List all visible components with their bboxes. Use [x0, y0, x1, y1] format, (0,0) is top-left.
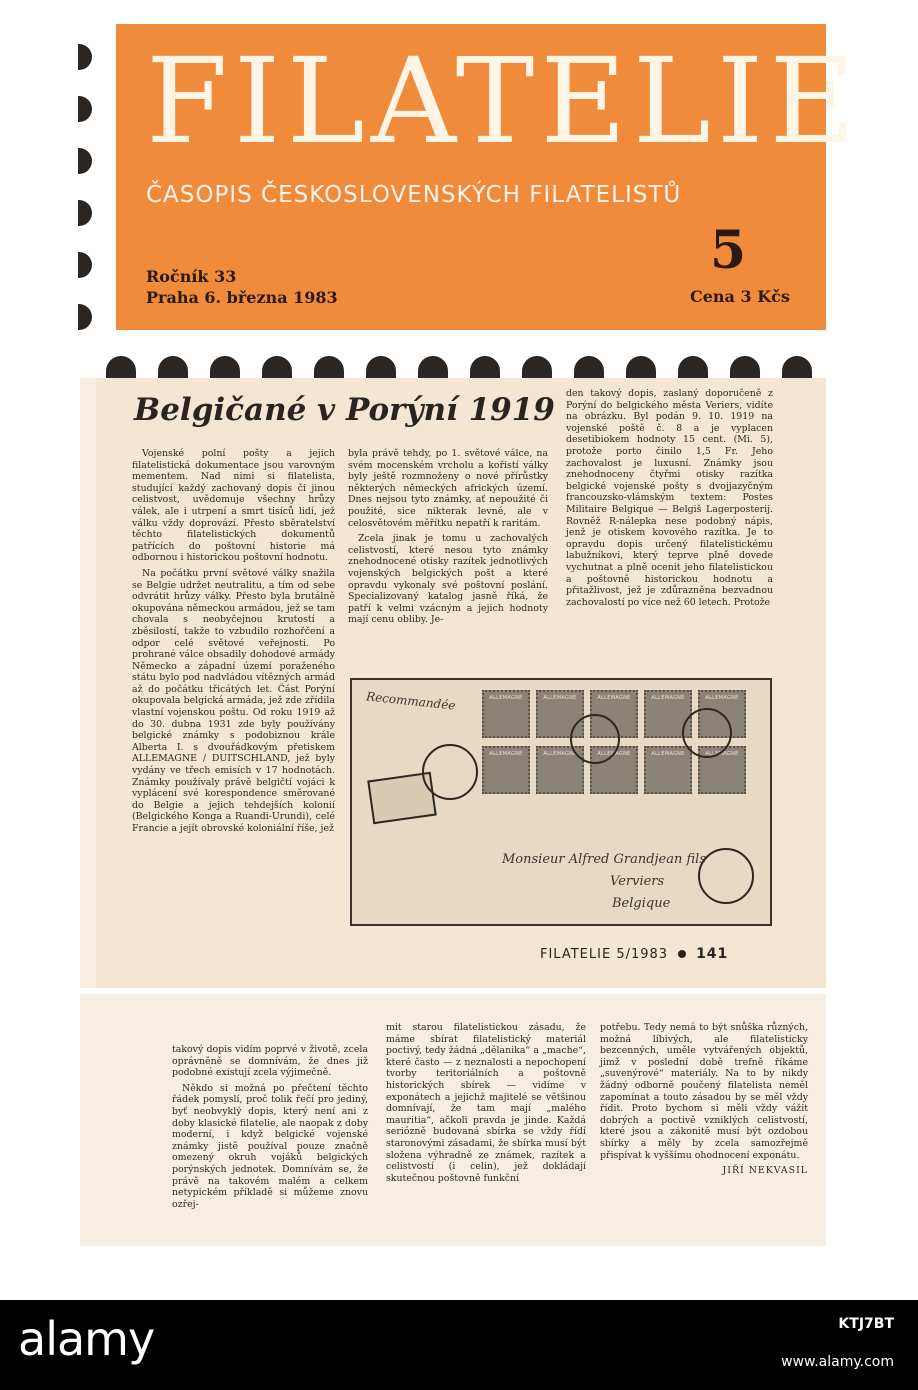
issue-info	[146, 266, 338, 308]
volume: Ročník 33	[146, 267, 237, 286]
price: Cena 3 Kčs	[690, 287, 790, 306]
folio-journal: FILATELIE 5/1983	[540, 947, 669, 962]
perforation-bottom	[92, 350, 828, 378]
recommande-handwriting: Recommandée	[365, 689, 457, 713]
postmark	[422, 744, 478, 800]
issue-date: Praha 6. března 1983	[146, 288, 338, 307]
paragraph: takový dopis vidím poprvé v životě, zcela oprávněně se domnívám, že dnes již podobné existují zcela výjimečně.	[172, 1044, 368, 1079]
continuation-page	[80, 994, 826, 1246]
magazine-title: FILATELIE	[146, 32, 862, 170]
postmark	[698, 848, 754, 904]
magazine-subtitle: ČASOPIS ČESKOSLOVENSKÝCH FILATELISTŮ	[146, 182, 682, 208]
issue-number: 5	[710, 220, 747, 281]
article-column-3	[566, 388, 773, 612]
address-line: Monsieur Alfred Grandjean fils	[502, 852, 706, 867]
article-column-2	[348, 448, 548, 630]
article-page	[96, 378, 826, 988]
continuation-column-3	[600, 1022, 808, 1177]
watermark-url: www.alamy.com	[781, 1354, 894, 1370]
paragraph: potřebu. Tedy nemá to být snůška různých, možná líbivých, ale filatelisticky bezcenných, uměle vytvářených objektů, jimž v poslední době trefně říkáme „suvenýrové“ materiály. Na to by nikdy žádný odborně poučený filatelista neměl zapomínat a touto zásadou by se měl vždy řídit. Proto bychom si měli vždy vážit dobrých a poctivě vzniklých celistvostí, které jsou a zákonitě musí být ozdobou sbírky a měly by zcela samozřejmě přispívat k vyššímu ohodnocení exponátu.	[600, 1022, 808, 1161]
perforation-left	[78, 22, 92, 352]
continuation-column-2	[386, 1022, 586, 1188]
postmark	[570, 714, 620, 764]
paragraph: Zcela jinak je tomu u zachovalých celistvostí, které nesou tyto známky znehodnocené otisky razítek jednotlivých vojenských belgických pošt a které opravdu vykonaly své poštovní poslání. Specializovaný katalog jasně říká, že patří k velmi vzácným a jejich hodnoty mají cenu obliby. Je-	[348, 533, 548, 626]
paragraph: den takový dopis, zaslaný doporučeně z Porýní do belgického města Veriers, vidíte na obrázku. Byl podán 9. 10. 1919 na vojenské poště č. 8 a je vyplacen desetibiokem hodnoty 15 cent. (Mi. 5), protože porto činilo 1,5 Fr. Jeho zachovalost je luxusní. Známky jsou znehodnoceny čtyřmi otisky razítka belgické vojenské pošty s dvojjazyčným francouzsko-vlámským textem: Postes Militaire Belgique — Belgiš Lagerposterij. Rovněž R-nálepka nese podobný nápis, jenž je otiskem kovového razítka. Je to opravdu dopis určený filatelistickému labužníkovi, který teprve plně dovede vychutnat a plně ocenit jeho filatelistickou a poštovně historickou hodnotu a přitažlivost, jež je zdůrazněna bezvadnou zachovalostí po více než 60 letech. Protože	[566, 388, 773, 608]
postmark	[682, 708, 732, 758]
page-edge	[80, 378, 96, 988]
paragraph: Vojenské polní pošty a jejich filatelistická dokumentace jsou varovným mementem. Nad nimi si filatelista, studující každý zachovaný dopis či jinou celistvost, uvědomuje všechny hrůzy válek, ale i utrpení a smrt tisíců lidí, jež válku vždy doprovází. Přesto sběratelství těchto filatelistických dokumentů patřících do poštovní historie má odbornou i historickou poštovní hodnotu.	[132, 448, 335, 564]
paragraph: Někdo si možná po přečtení těchto řádek pomyslí, proč tolik řečí pro jediný, byť neobvyklý dopis, který není ani z doby klasické filatelie, ale naopak z doby moderní, i když belgické vojenské známky jistě používal pouze značně omezený okruh vojáků belgických porýnských jednotek. Domnívám se, že právě na takovém malém a celkem netypickém příkladě si můžeme znovu ozřej-	[172, 1082, 368, 1210]
paragraph: mit starou filatelistickou zásadu, že máme sbírat filatelistický materiál poctivý, tedy žádná „dělanika“ a „mache“, které často — z neznalosti a nepochopení tvorby teritoriálních a poštovně historických sbírek — vidíme v exponátech a jejichž majitelé se většinou domnívají, že tam mají „malého mauritia“, ačkoli pravda je jinde. Každá seriózně budovaná sbírka se vždy řídí staronovými zásadami, že sbírka musí být složena výhradně ze známek, razítek a celistvostí (i celin), jež dokládají skutečnou poštovně funkční	[386, 1022, 586, 1184]
masthead	[116, 24, 862, 330]
article-headline: Belgičané v Porýní 1919	[134, 392, 555, 428]
watermark-bar	[0, 1300, 918, 1390]
stamp-block: ALLEMAGNE ALLEMAGNE ALLEMAGNE ALLEMAGNE ALLEMAGNE ALLEMAGNE ALLEMAGNE ALLEMAGNE ALLEMAGNE ALLEMAGNE	[482, 690, 754, 798]
page-folio	[540, 946, 728, 962]
author-signature: JIŘÍ NEKVASIL	[722, 1165, 808, 1177]
page-number: 141	[696, 946, 729, 962]
registered-envelope-photo	[350, 678, 772, 926]
alamy-logo: alamy	[18, 1312, 155, 1366]
address-line: Belgique	[612, 896, 671, 911]
image-id: KTJ7BT	[838, 1316, 894, 1332]
paragraph: Na počátku první světové války snažila se Belgie udržet neutralitu, a tím od sebe odvrátit hrůzy války. Přesto byla brutálně okupována německou armádou, jež se tam chovala s neobyčejnou krutostí a zběsilostí, takže to vzbudilo rozhořčení a odpor celé světové veřejnosti. Po prohrané válce obsadily dohodové armády Německo a západní území poraženého státu bylo pod nadvládou vítězných armád až do počátku třicátých let. Část Porýní okupovala belgická armáda, jež zde zřídila vlastní vojenskou poštu. Od roku 1919 až do 30. dubna 1931 zde byly používány belgické známky s podobiznou krále Alberta I. s dvouřádkovým přetiskem ALLEMAGNE / DUITSCHLAND, jež byly vydány ve třech emisích v 17 hodnotách. Známky používaly právě belgičtí vojáci k vyplácení své korespondence směrované do Belgie a jejich tehdejších kolonií (Belgického Konga a Ruandi-Urundi), celé Francie a jejít obrovské koloniální říše, jež	[132, 567, 335, 834]
article-column-1	[132, 448, 335, 839]
folio-dot	[678, 950, 686, 958]
address-line: Verviers	[610, 874, 665, 889]
paragraph: byla právě tehdy, po 1. světové válce, na svém mocenském vrcholu a kořistí války byly ještě rozmnoženy o nové přírůstky některých německých afrických území. Dnes nejsou tyto známky, ať nepoužité či použité, sice nikterak levné, ale v celosvětovém měřítku nepatří k raritám.	[348, 448, 548, 529]
continuation-column-1	[172, 1044, 368, 1214]
